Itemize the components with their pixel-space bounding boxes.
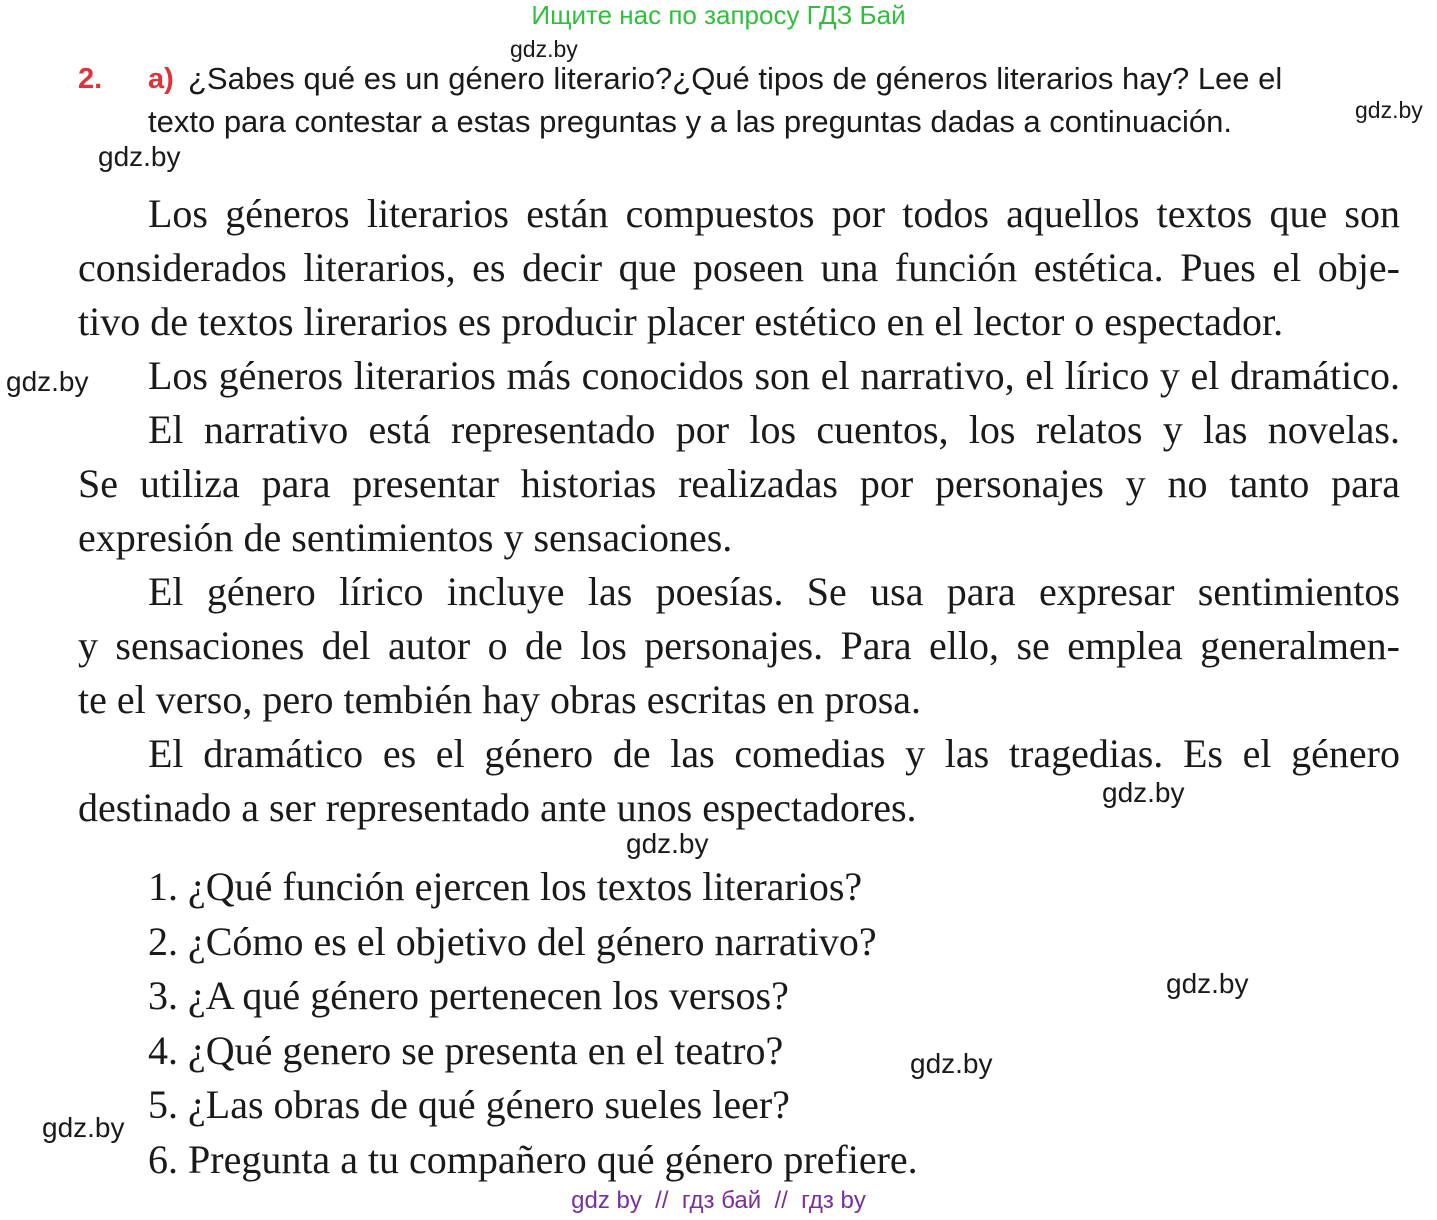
text-line: El dramático es el género de las comedias y las tragedias. Es el género — [148, 731, 1400, 776]
text-line: El narrativo está representado por los cuentos, los relatos y las novelas. — [148, 407, 1400, 452]
watermark: gdz.by — [1166, 968, 1249, 999]
watermark: gdz.by — [626, 828, 709, 859]
watermark: gdz.by — [510, 36, 578, 62]
text-line: Los géneros literarios están compuestos por todos aquellos textos que son — [148, 191, 1400, 236]
watermark: gdz.by — [910, 1048, 993, 1079]
question-list — [148, 860, 918, 1187]
text-line: destinado a ser representado ante unos espectadores. — [78, 785, 917, 830]
task-number: 2. — [78, 63, 103, 95]
question-item: 5. ¿Las obras de qué género sueles leer? — [148, 1082, 790, 1127]
task-instruction-line: texto para contestar a estas preguntas y a las preguntas dadas a continuación. — [148, 104, 1232, 139]
text-line: y sensaciones del autor o de los personajes. Para ello, se emplea generalmen- — [78, 623, 1400, 668]
question-item: 1. ¿Qué función ejercen los textos literarios? — [148, 864, 863, 909]
text-line: Se utiliza para presentar historias realizadas por personajes y no tanto para — [78, 461, 1400, 506]
question-item: 3. ¿A qué género pertenecen los versos? — [148, 973, 789, 1018]
watermark: gdz.by — [42, 1112, 125, 1143]
task-instruction-line: ¿Sabes qué es un género literario?¿Qué tipos de géneros literarios hay? Lee el — [188, 61, 1283, 96]
footer-watermark: gdz by // гдз бай // гдз by — [571, 1187, 866, 1214]
text-line: tivo de textos lirerarios es producir placer estético en el lector o espectador. — [78, 299, 1284, 344]
watermark: gdz.by — [98, 141, 181, 172]
text-line: considerados literarios, es decir que poseen una función estética. Pues el obje- — [78, 245, 1400, 290]
watermark: gdz.by — [1355, 97, 1423, 123]
text-line: te el verso, pero tembién hay obras escritas en prosa. — [78, 677, 922, 722]
question-item: 2. ¿Cómo es el objetivo del género narrativo? — [148, 918, 877, 964]
text-line: Los géneros literarios más conocidos son el narrativo, el lírico y el dramático. — [148, 353, 1400, 398]
question-item: 4. ¿Qué genero se presenta en el teatro? — [148, 1027, 784, 1073]
task-letter: a) — [148, 63, 174, 95]
text-line: El género lírico incluye las poesías. Se usa para expresar sentimientos — [148, 569, 1400, 614]
reading-text — [78, 187, 1400, 835]
text-line: expresión de sentimientos y sensaciones. — [78, 515, 733, 560]
watermark: gdz.by — [1102, 777, 1185, 808]
search-banner: Ищите нас по запросу ГДЗ Бай — [531, 0, 906, 30]
question-item: 6. Pregunta a tu compañero qué género prefiere. — [148, 1136, 918, 1182]
watermark: gdz.by — [6, 366, 89, 397]
